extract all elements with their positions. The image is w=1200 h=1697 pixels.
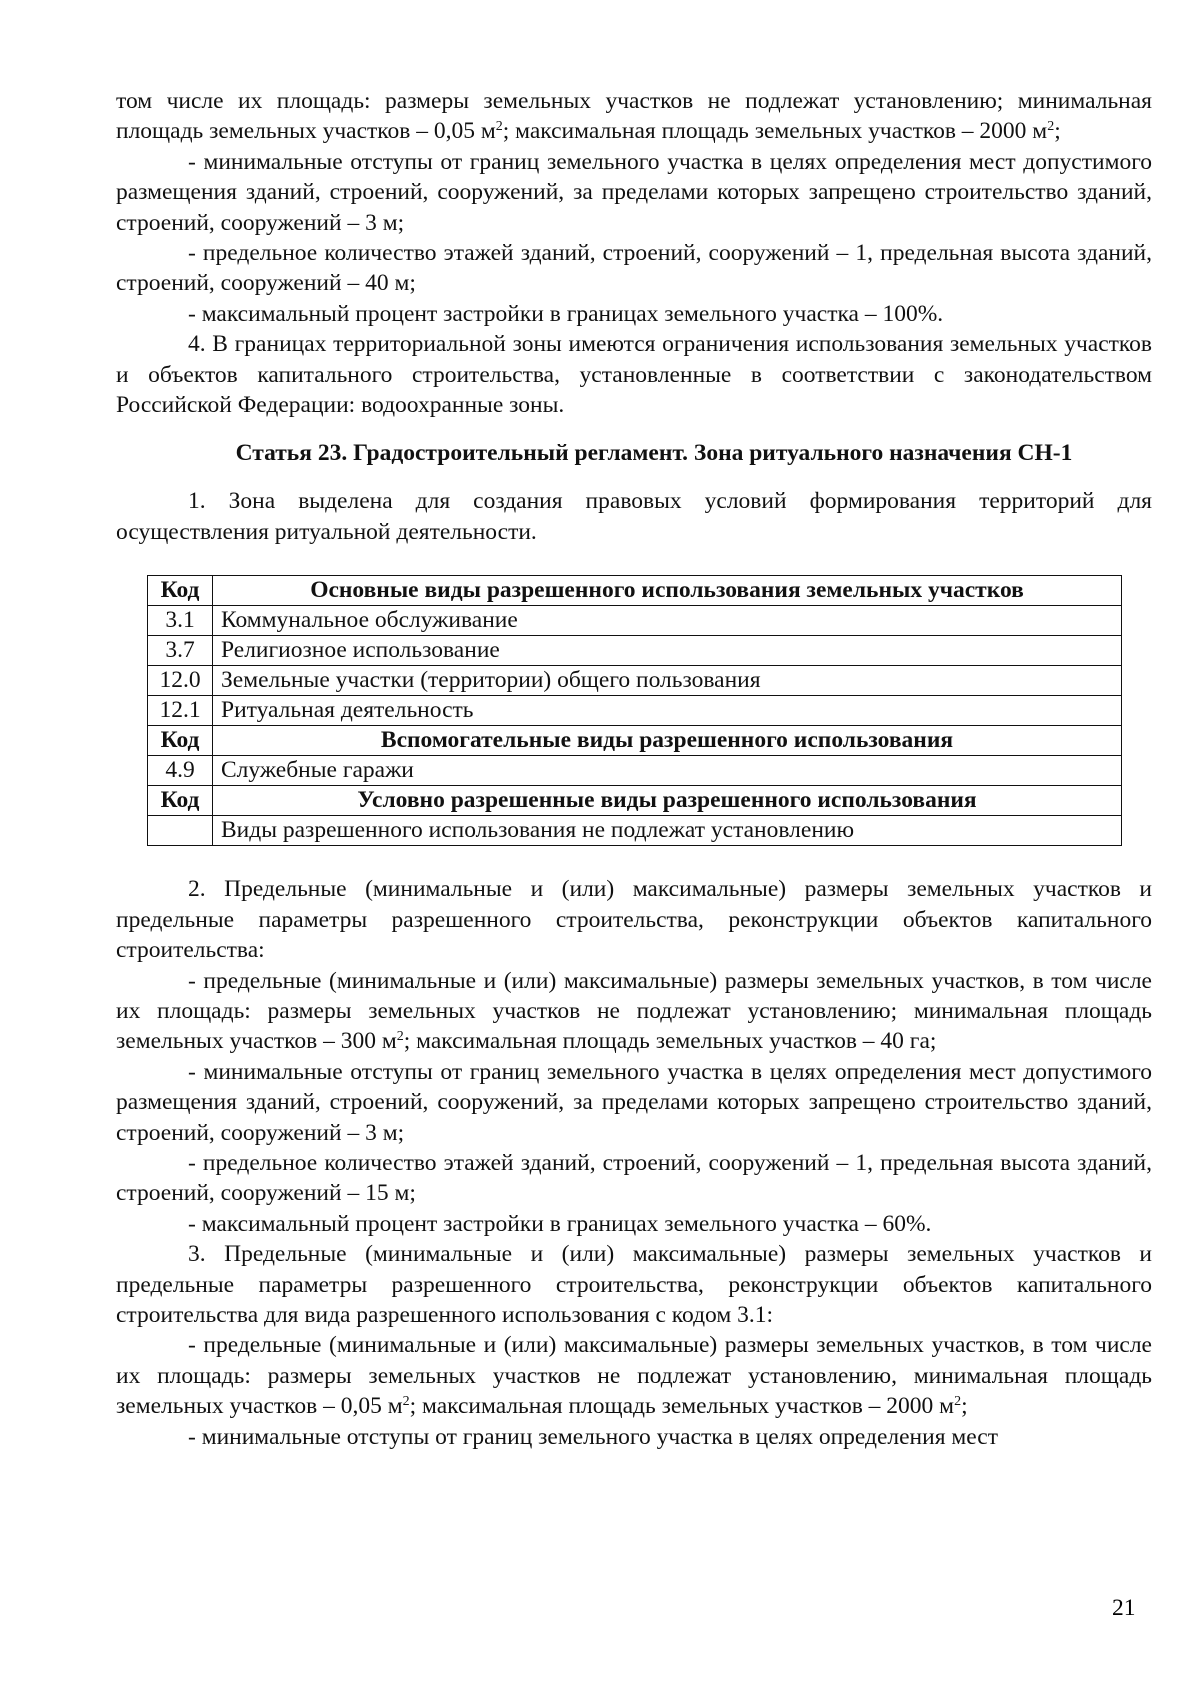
- paragraph-text: ;: [1054, 118, 1061, 145]
- page-number: 21: [1112, 1595, 1136, 1621]
- paragraph: [116, 1330, 1152, 1421]
- paragraph-text: ;: [961, 1393, 968, 1420]
- superscript: 2: [402, 1394, 410, 1410]
- table-cell-description: Земельные участки (территории) общего пользования: [213, 666, 1122, 696]
- table-cell-description: Вспомогательные виды разрешенного использования: [213, 726, 1122, 756]
- paragraph: - предельное количество этажей зданий, строений, сооружений – 1, предельная высота зданий, строений, сооружений – 40 м;: [116, 240, 1152, 297]
- table-cell-description: Ритуальная деятельность: [213, 696, 1122, 726]
- paragraph: - минимальные отступы от границ земельного участка в целях определения мест допустимого размещения зданий, строений, сооружений, за пределами которых запрещено строительство зданий, строений, сооружений – 3 м;: [116, 148, 1152, 236]
- paragraph: 4. В границах территориальной зоны имеются ограничения использования земельных участков и объектов капитального строительства, установленные в соответствии с законодательством Российской Федерации: водоохранные зоны.: [116, 331, 1152, 419]
- paragraph: - минимальные отступы от границ земельного участка в целях определения мест: [188, 1423, 998, 1450]
- article-heading: Статья 23. Градостроительный регламент. Зона ритуального назначения СН-1: [235, 440, 1073, 467]
- table-cell-description: Коммунальное обслуживание: [213, 606, 1122, 636]
- paragraph-text: - предельные (минимальные и (или) максимальные) размеры земельных участков, в том числе их площадь: размеры земельных участков не подлежат установлению; минимальная площадь земельных участков – 300 м: [116, 967, 1152, 1055]
- superscript: 2: [1047, 119, 1055, 135]
- table-cell-description: Условно разрешенные виды разрешенного использования: [213, 786, 1122, 816]
- paragraph-text: ; максимальная площадь земельных участков – 40 га;: [403, 1028, 937, 1055]
- paragraph: - максимальный процент застройки в границах земельного участка – 60%.: [188, 1210, 932, 1237]
- table-cell-description: Религиозное использование: [213, 636, 1122, 666]
- paragraph-text: ; максимальная площадь земельных участков – 2000 м: [502, 118, 1048, 145]
- table-row: [148, 816, 1122, 846]
- superscript: 2: [396, 1029, 404, 1045]
- paragraph: - максимальный процент застройки в границах земельного участка – 100%.: [188, 300, 944, 327]
- table-cell-code: 3.7: [148, 636, 213, 666]
- paragraph-text: ; максимальная площадь земельных участков – 2000 м: [409, 1393, 955, 1420]
- table-cell-code: Код: [148, 576, 213, 606]
- table-row: [148, 666, 1122, 696]
- paragraph: - минимальные отступы от границ земельного участка в целях определения мест допустимого размещения зданий, строений, сооружений, за пределами которых запрещено строительство зданий, строений, сооружений – 3 м;: [116, 1058, 1152, 1146]
- table-header-row: [148, 786, 1122, 816]
- table-cell-code: [148, 816, 213, 846]
- superscript: 2: [495, 119, 503, 135]
- paragraph-text: том числе их площадь: размеры земельных участков не подлежат установлению; минимальная площадь земельных участков – 0,05 м: [116, 88, 1152, 145]
- table-cell-description: Виды разрешенного использования не подлежат установлению: [213, 816, 1122, 846]
- paragraph: [116, 966, 1152, 1057]
- bottom-section: [116, 874, 1152, 1452]
- table-cell-code: Код: [148, 786, 213, 816]
- article-intro: 1. Зона выделена для создания правовых условий формирования территорий для осуществления ритуальной деятельности.: [116, 488, 1152, 545]
- top-section: [116, 86, 1152, 420]
- table-row: [148, 606, 1122, 636]
- table-cell-code: 12.0: [148, 666, 213, 696]
- table-row: [148, 756, 1122, 786]
- table-row: [148, 636, 1122, 666]
- document-page: [116, 86, 1152, 1452]
- superscript: 2: [954, 1394, 962, 1410]
- paragraph: - предельное количество этажей зданий, строений, сооружений – 1, предельная высота зданий, строений, сооружений – 15 м;: [116, 1149, 1152, 1207]
- table-cell-description: Основные виды разрешенного использования земельных участков: [213, 576, 1122, 606]
- table-row: [148, 696, 1122, 726]
- paragraph: [116, 86, 1152, 147]
- table-cell-code: Код: [148, 726, 213, 756]
- table-cell-description: Служебные гаражи: [213, 756, 1122, 786]
- table-header-row: [148, 726, 1122, 756]
- table-header-row: [148, 576, 1122, 606]
- table-cell-code: 4.9: [148, 756, 213, 786]
- paragraph: 2. Предельные (минимальные и (или) максимальные) размеры земельных участков и предельные параметры разрешенного строительства, реконструкции объектов капитального строительства:: [116, 876, 1152, 964]
- land-use-table: [147, 575, 1122, 846]
- table-cell-code: 3.1: [148, 606, 213, 636]
- paragraph-text: - предельные (минимальные и (или) максимальные) размеры земельных участков, в том числе их площадь: размеры земельных участков не подлежат установлению, минимальная площадь земельных участков – 0,05 м: [116, 1332, 1152, 1420]
- table-cell-code: 12.1: [148, 696, 213, 726]
- paragraph: 3. Предельные (минимальные и (или) максимальные) размеры земельных участков и предельные параметры разрешенного строительства, реконструкции объектов капитального строительства для вида разрешенного использования с кодом 3.1:: [116, 1241, 1152, 1328]
